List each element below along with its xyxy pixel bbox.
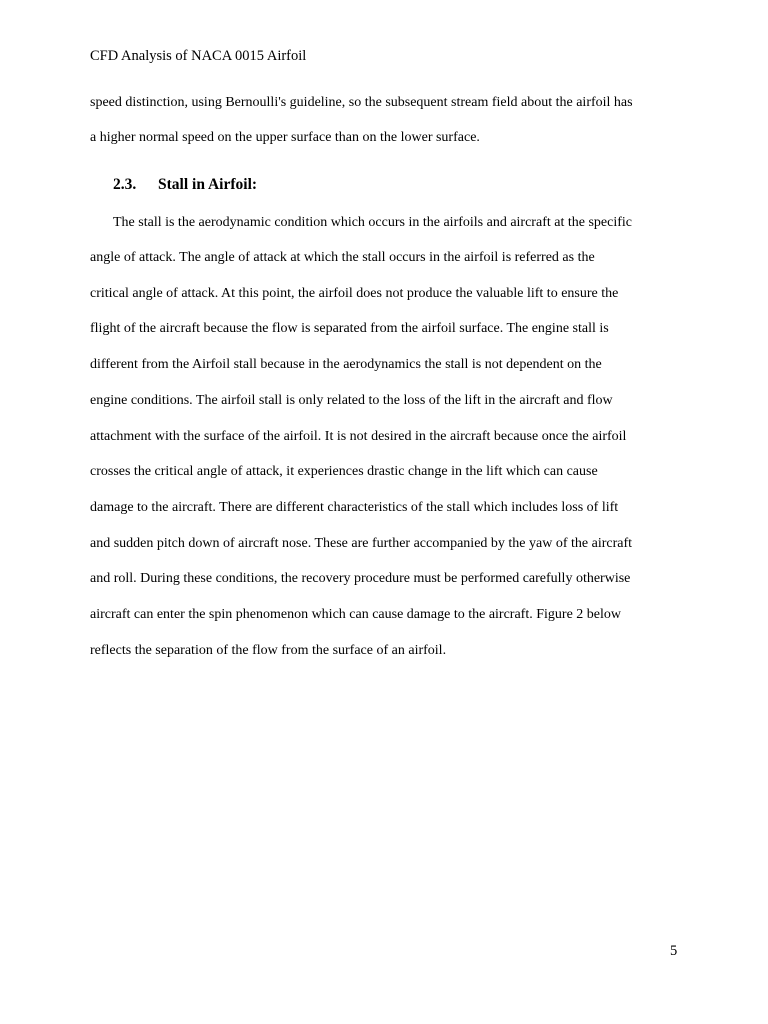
intro-paragraph-line: speed distinction, using Bernoulli's guideline, so the subsequent stream field about the airfoil has xyxy=(90,95,633,110)
stall-paragraph-line: critical angle of attack. At this point, the airfoil does not produce the valuable lift to ensure the xyxy=(90,286,619,301)
section-title: Stall in Airfoil: xyxy=(158,176,258,193)
stall-paragraph-line: attachment with the surface of the airfoil. It is not desired in the aircraft because once the airfoil xyxy=(90,429,627,444)
running-header: CFD Analysis of NACA 0015 Airfoil xyxy=(90,48,307,64)
stall-paragraph-line: and sudden pitch down of aircraft nose. These are further accompanied by the yaw of the aircraft xyxy=(90,536,633,551)
page-number: 5 xyxy=(670,943,678,959)
intro-paragraph-line: a higher normal speed on the upper surface than on the lower surface. xyxy=(90,130,480,145)
stall-paragraph-line: and roll. During these conditions, the recovery procedure must be performed carefully otherwise xyxy=(90,571,631,586)
stall-paragraph-line: reflects the separation of the flow from the surface of an airfoil. xyxy=(90,643,447,658)
section-heading xyxy=(113,175,257,195)
stall-paragraph-line: engine conditions. The airfoil stall is only related to the loss of the lift in the aircraft and flow xyxy=(90,393,613,408)
stall-paragraph-line: different from the Airfoil stall because in the aerodynamics the stall is not dependent on the xyxy=(90,357,602,372)
stall-paragraph-line: flight of the aircraft because the flow is separated from the airfoil surface. The engine stall is xyxy=(90,321,609,336)
stall-paragraph-line: aircraft can enter the spin phenomenon which can cause damage to the aircraft. Figure 2 below xyxy=(90,607,622,622)
section-number: 2.3. xyxy=(113,176,137,193)
stall-paragraph-line: crosses the critical angle of attack, it experiences drastic change in the lift which can cause xyxy=(90,464,598,479)
stall-paragraph-line: damage to the aircraft. There are different characteristics of the stall which includes loss of lift xyxy=(90,500,619,515)
stall-paragraph-line: The stall is the aerodynamic condition which occurs in the airfoils and aircraft at the specific xyxy=(113,215,632,230)
stall-paragraph-line: angle of attack. The angle of attack at which the stall occurs in the airfoil is referred as the xyxy=(90,250,595,265)
